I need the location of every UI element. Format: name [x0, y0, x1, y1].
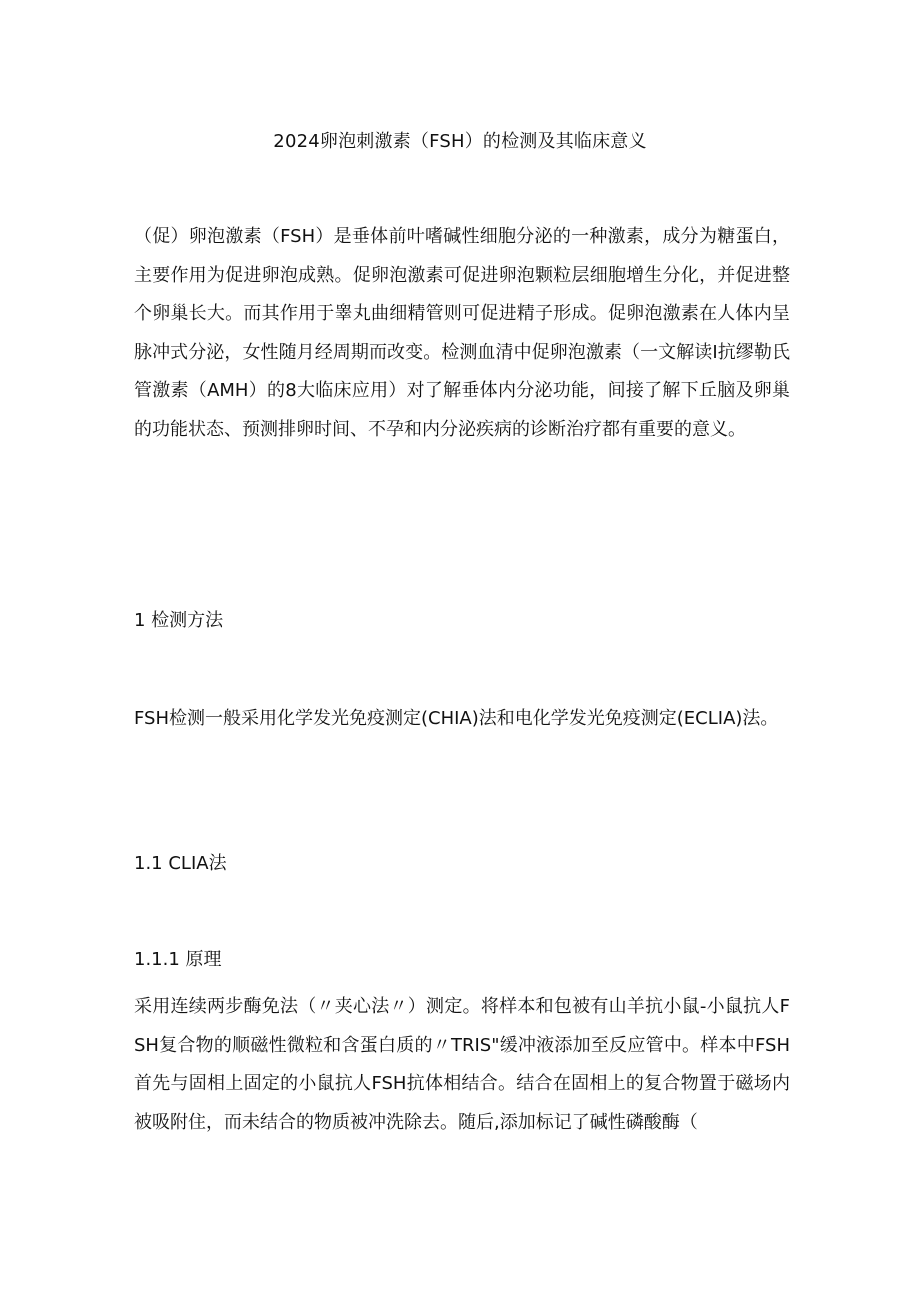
intro-paragraph: （促）卵泡激素（FSH）是垂体前叶嗜碱性细胞分泌的一种激素，成分为糖蛋白，主要作用为促进卵泡成熟。促卵泡激素可促进卵泡颗粒层细胞增生分化，并促进整个卵巢长大。而其作用于睾丸曲细精管则可促进精子形成。促卵泡激素在人体内呈脉冲式分泌，女性随月经周期而改变。检测血清中促卵泡激素（一文解读I抗缪勒氏管激素（AMH）的8大临床应用）对了解垂体内分泌功能，间接了解下丘脑及卵巢的功能状态、预测排卵时间、不孕和内分泌疾病的诊断治疗都有重要的意义。 — [134, 226, 790, 440]
section-heading-principle: 1.1.1 原理 — [134, 949, 222, 970]
section-heading-detection-methods: 1 检测方法 — [134, 610, 224, 631]
document-title: 2024卵泡刺激素（FSH）的检测及其临床意义 — [273, 131, 647, 152]
principle-paragraph: 采用连续两步酶免法（〃夹心法〃）测定。将样本和包被有山羊抗小鼠-小鼠抗人FSH复合物的顺磁性微粒和含蛋白质的〃TRIS"缓冲液添加至反应管中。样本中FSH首先与固相上固定的小鼠抗人FSH抗体相结合。结合在固相上的复合物置于磁场内被吸附住，而未结合的物质被冲洗除去。随后,添加标记了碱性磷酸酶（ — [134, 996, 790, 1133]
detection-methods-paragraph: FSH检测一般采用化学发光免疫测定(CHIA)法和电化学发光免疫测定(ECLIA)法。 — [134, 708, 779, 729]
section-heading-clia: 1.1 CLIA法 — [134, 853, 227, 874]
